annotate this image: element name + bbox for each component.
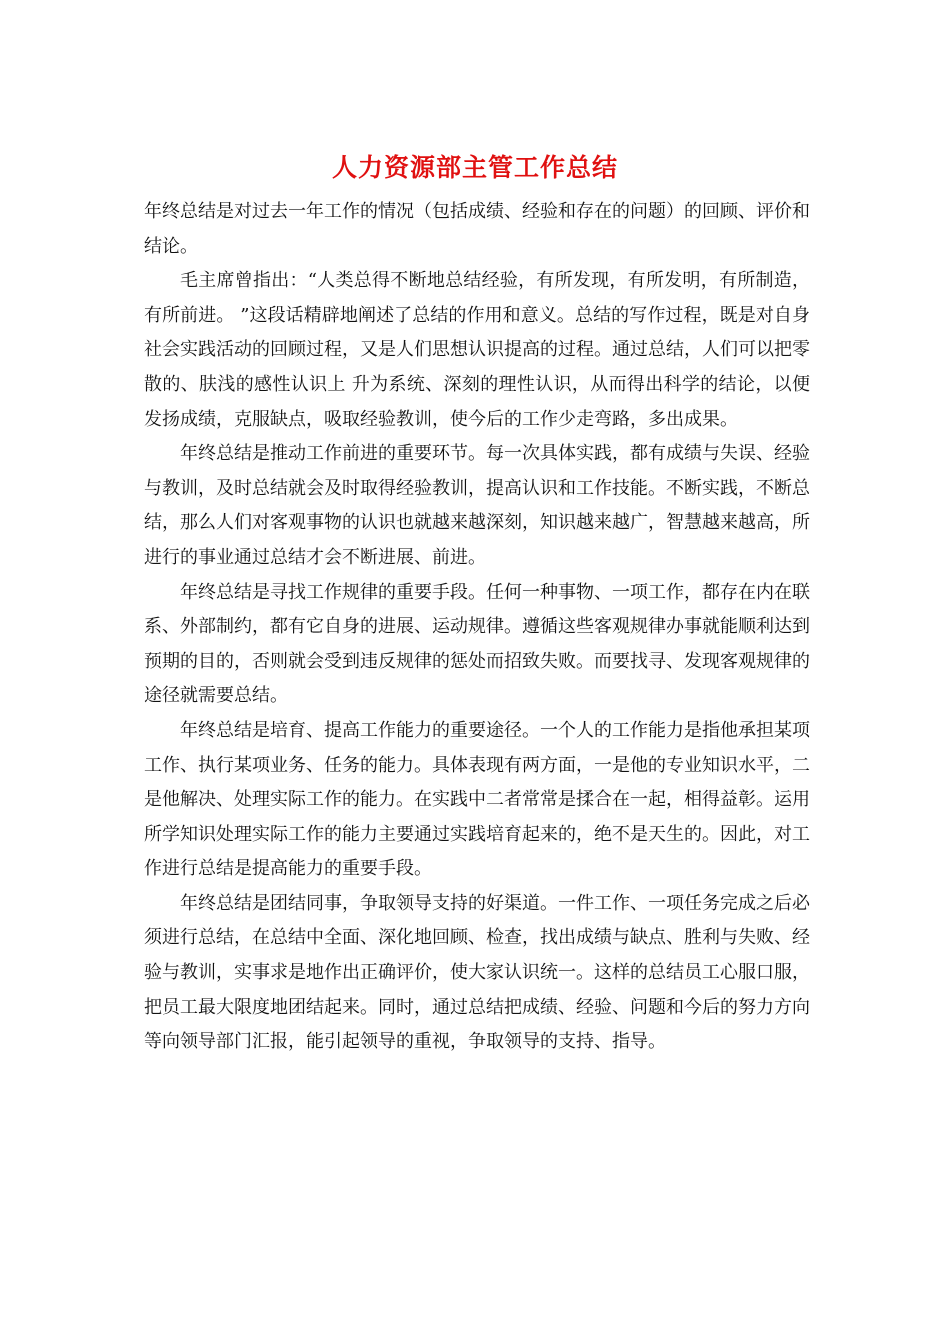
paragraph-unity: 年终总结是团结同事，争取领导支持的好渠道。一件工作、一项任务完成之后必须进行总结，在总结中全面、深化地回顾、检查，找出成绩与缺点、胜利与失败、经验与教训，实事求是地作出正确评价，使大家认识统一。这样的总结员工心服口服，把员工最大限度地团结起来。同时，通过总结把成绩、经验、问题和今后的努力方向等向领导部门汇报，能引起领导的重视，争取领导的支持、指导。 — [144, 892, 810, 1053]
paragraph-quote: 毛主席曾指出：“人类总得不断地总结经验，有所发现，有所发明，有所制造，有所前进。 ”这段话精辟地阐述了总结的作用和意义。总结的写作过程，既是对自身社会实践活动的回顾过程，又是人们思想认识提高的过程。通过总结，人们可以把零散的、肤浅的感性认识上 升为系统、深刻的理性认识，从而得出科学的结论，以便发扬成绩，克服缺点，吸取经验教训，使今后的工作少走弯路，多出成果。 — [144, 270, 810, 430]
paragraph-ability: 年终总结是培育、提高工作能力的重要途径。一个人的工作能力是指他承担某项工作、执行某项业务、任务的能力。具体表现有两方面，一是他的专业知识水平，二是他解决、处理实际工作的能力。在实践中二者常常是揉合在一起，相得益彰。运用所学知识处理实际工作的能力主要通过实践培育起来的，绝不是天生的。因此，对工作进行总结是提高能力的重要手段。 — [144, 719, 810, 880]
document-body — [144, 195, 810, 1060]
document-title: 人力资源部主管工作总结 — [331, 153, 618, 182]
paragraph-rules: 年终总结是寻找工作规律的重要手段。任何一种事物、一项工作，都存在内在联系、外部制约，都有它自身的进展、运动规律。遵循这些客观规律办事就能顺利达到预期的目的，否则就会受到违反规律的惩处而招致失败。而要找寻、发现客观规律的途径就需要总结。 — [144, 581, 810, 707]
paragraph-progress: 年终总结是推动工作前进的重要环节。每一次具体实践，都有成绩与失误、经验与教训，及时总结就会及时取得经验教训，提高认识和工作技能。不断实践，不断总结，那么人们对客观事物的认识也就越来越深刻，知识越来越广，智慧越来越高，所进行的事业通过总结才会不断进展、前进。 — [144, 443, 810, 568]
paragraph-intro: 年终总结是对过去一年工作的情况（包括成绩、经验和存在的问题）的回顾、评价和结论。 — [144, 201, 810, 257]
